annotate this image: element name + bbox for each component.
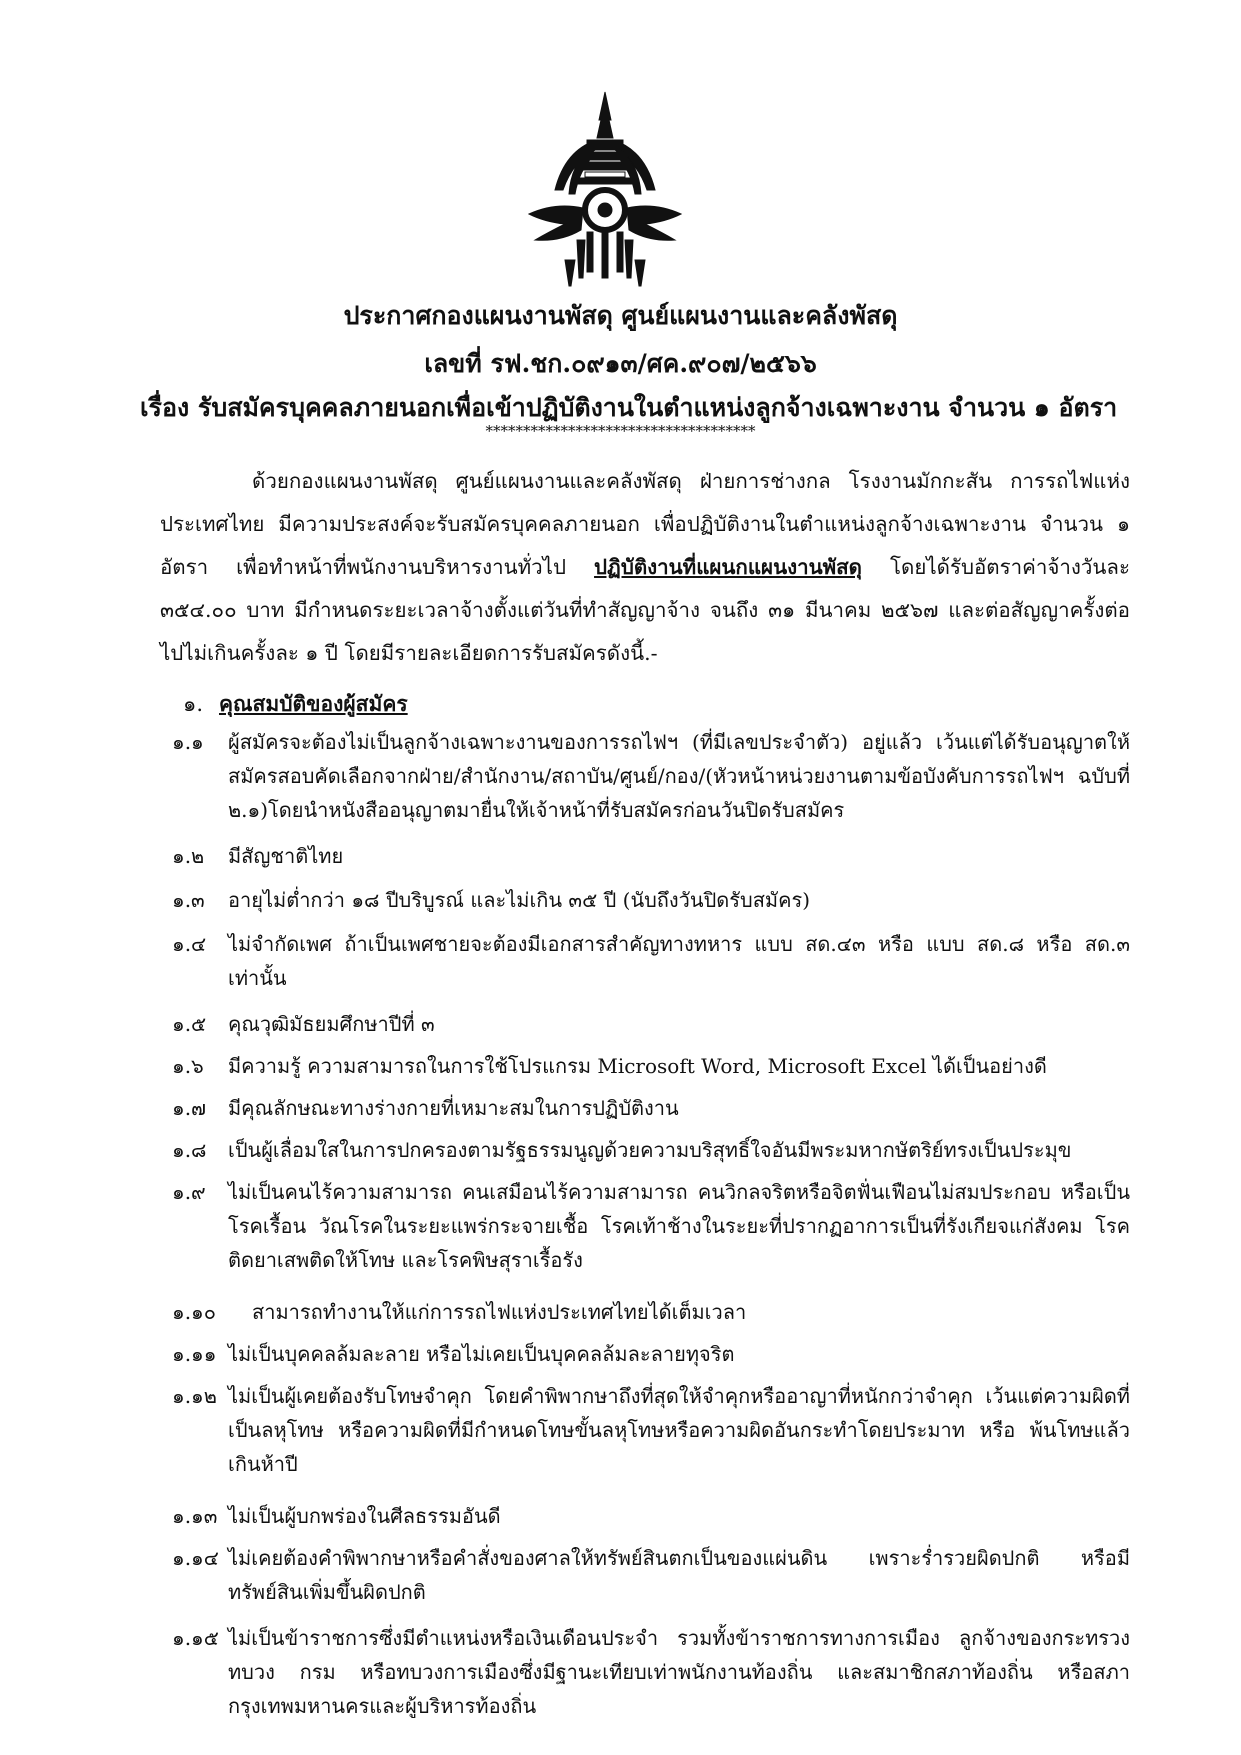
list-item: [172, 1337, 1130, 1371]
item-text: มีสัญชาติไทย: [228, 844, 344, 868]
list-item: [172, 1295, 1130, 1329]
list-item: [172, 725, 1130, 827]
item-text: สามารถทำงานให้แก่การรถไฟแห่งประเทศไทยได้เต็มเวลา: [252, 1300, 747, 1324]
section-number: ๑.: [183, 692, 204, 716]
item-number: ๑.๖: [172, 1054, 204, 1078]
list-item: [172, 1007, 1130, 1041]
section-heading: [183, 688, 408, 721]
list-item: [172, 1091, 1130, 1125]
item-text: อายุไม่ต่ำกว่า ๑๘ ปีบริบูรณ์ และไม่เกิน ๓๕ ปี (นับถึงวันปิดรับสมัคร): [228, 888, 811, 912]
list-item: [172, 1499, 1130, 1533]
item-number: ๑.๔: [172, 932, 207, 956]
list-item: [172, 1133, 1130, 1167]
item-text: ไม่เป็นข้าราชการซึ่งมีตำแหน่งหรือเงินเดือนประจำ รวมทั้งข้าราชการทางการเมือง ลูกจ้างของกระทรวง ทบวง กรม หรือทบวงการเมืองซึ่งมีฐานะเทียบเท่าพนักงานท้องถิ่น และสมาชิกสภาท้องถิ่น หรือสภากรุงเทพมหานครและผู้บริหารท้องถิ่น: [228, 1626, 1130, 1718]
item-text: เป็นผู้เลื่อมใสในการปกครองตามรัฐธรรมนูญด้วยความบริสุทธิ์ใจอันมีพระมหากษัตริย์ทรงเป็นประมุข: [228, 1138, 1072, 1162]
list-item: [172, 1175, 1130, 1277]
list-item: [172, 1379, 1130, 1481]
item-text: ไม่เป็นบุคคลล้มละลาย หรือไม่เคยเป็นบุคคลล้มละลายทุจริต: [228, 1342, 735, 1366]
item-text: ผู้สมัครจะต้องไม่เป็นลูกจ้างเฉพาะงานของการรถไฟฯ (ที่มีเลขประจำตัว) อยู่แล้ว เว้นแต่ได้รับอนุญาตให้สมัครสอบคัดเลือกจากฝ่าย/สำนักงาน/สถาบัน/ศูนย์/กอง/(หัวหน้าหน่วยงานตามข้อบังคับการรถไฟฯ ฉบับที่ ๒.๑)โดยนำหนังสืออนุญาตมายื่นให้เจ้าหน้าที่รับสมัครก่อนวันปิดรับสมัคร: [228, 730, 1130, 822]
item-text: มีคุณลักษณะทางร่างกายที่เหมาะสมในการปฏิบัติงาน: [228, 1096, 679, 1120]
list-item: [172, 883, 1130, 917]
item-text: คุณวุฒิมัธยมศึกษาปีที่ ๓: [228, 1012, 435, 1036]
list-item: [172, 839, 1130, 873]
announcement-subject: เรื่อง รับสมัครบุคคลภายนอกเพื่อเข้าปฏิบัติงานในตำแหน่งลูกจ้างเฉพาะงาน จำนวน ๑ อัตรา: [140, 393, 1118, 422]
item-number: ๑.๘: [172, 1138, 207, 1162]
item-text: ไม่จำกัดเพศ ถ้าเป็นเพศชายจะต้องมีเอกสารสำคัญทางทหาร แบบ สด.๔๓ หรือ แบบ สด.๘ หรือ สด.๓ เท่านั้น: [228, 932, 1130, 990]
intro-text: ด้วยกองแผนงานพัสดุ ศูนย์แผนงานและคลังพัสดุ ฝ่ายการช่างกล โรงงานมักกะสัน การรถไฟแห่งประเทศไทย มีความประสงค์จะรับสมัครบุคคลภายนอก เพื่อปฏิบัติงานในตำแหน่งลูกจ้างเฉพาะงาน จำนวน ๑ อัตรา เพื่อทำหน้าที่พนักงานบริหารงานทั่วไป: [160, 469, 1130, 579]
item-text: ไม่เป็นผู้บกพร่องในศีลธรรมอันดี: [228, 1504, 501, 1528]
item-number: ๑.๗: [172, 1096, 207, 1120]
list-item: [172, 1049, 1130, 1083]
intro-underlined-text: ปฏิบัติงานที่แผนกแผนงานพัสดุ: [594, 555, 862, 579]
item-number: ๑.๑๓: [172, 1504, 218, 1528]
list-item: [172, 927, 1130, 995]
item-number: ๑.๕: [172, 1012, 207, 1036]
list-item: [172, 1621, 1130, 1723]
separator-line: ************************************: [485, 422, 756, 440]
item-text: มีความรู้ ความสามารถในการใช้โปรแกรม Microsoft Word, Microsoft Excel ได้เป็นอย่างดี: [228, 1054, 1047, 1078]
item-number: ๑.๙: [172, 1180, 206, 1204]
item-number: ๑.๑๐: [172, 1300, 216, 1324]
state-railway-emblem: [525, 90, 685, 290]
announcement-title: ประกาศกองแผนงานพัสดุ ศูนย์แผนงานและคลังพัสดุ: [343, 301, 898, 330]
list-item: [172, 1541, 1130, 1609]
intro-paragraph: [160, 460, 1130, 675]
item-number: ๑.๑๑: [172, 1342, 217, 1366]
item-number: ๑.๒: [172, 844, 205, 868]
item-text: ไม่เป็นผู้เคยต้องรับโทษจำคุก โดยคำพิพากษาถึงที่สุดให้จำคุกหรืออาญาที่หนักกว่าจำคุก เว้นแต่ความผิดที่เป็นลหุโทษ หรือความผิดที่มีกำหนดโทษขั้นลหุโทษหรือความผิดอันกระทำโดยประมาท หรือ พ้นโทษแล้วเกินห้าปี: [228, 1384, 1130, 1476]
item-number: ๑.๑๔: [172, 1546, 219, 1570]
item-text: ไม่เคยต้องคำพิพากษาหรือคำสั่งของศาลให้ทรัพย์สินตกเป็นของแผ่นดิน เพราะร่ำรวยผิดปกติ หรือมีทรัพย์สินเพิ่มขึ้นผิดปกติ: [228, 1546, 1130, 1604]
item-number: ๑.๑: [172, 730, 204, 754]
announcement-number: เลขที่ รฟ.ชก.๐๙๑๓/ศค.๙๐๗/๒๕๖๖: [424, 349, 817, 378]
item-number: ๑.๑๒: [172, 1384, 217, 1408]
item-number: ๑.๑๕: [172, 1626, 219, 1650]
intro-text-continued: โดยได้รับอัตราค่าจ้างวันละ ๓๕๔.๐๐ บาท มีกำหนดระยะเวลาจ้างตั้งแต่วันที่ทำสัญญาจ้าง จนถึง ๓๑ มีนาคม ๒๕๖๗ และต่อสัญญาครั้งต่อไปไม่เกินครั้งละ ๑ ปี โดยมีรายละเอียดการรับสมัครดังนี้.-: [160, 555, 1130, 665]
section-title: คุณสมบัติของผู้สมัคร: [219, 691, 408, 716]
item-number: ๑.๓: [172, 888, 205, 912]
item-text: ไม่เป็นคนไร้ความสามารถ คนเสมือนไร้ความสามารถ คนวิกลจริตหรือจิตฟั่นเฟือนไม่สมประกอบ หรือเป็นโรคเรื้อน วัณโรคในระยะแพร่กระจายเชื้อ โรคเท้าช้างในระยะที่ปรากฏอาการเป็นที่รังเกียจแก่สังคม โรคติดยาเสพติดให้โทษ และโรคพิษสุราเรื้อรัง: [228, 1180, 1130, 1272]
